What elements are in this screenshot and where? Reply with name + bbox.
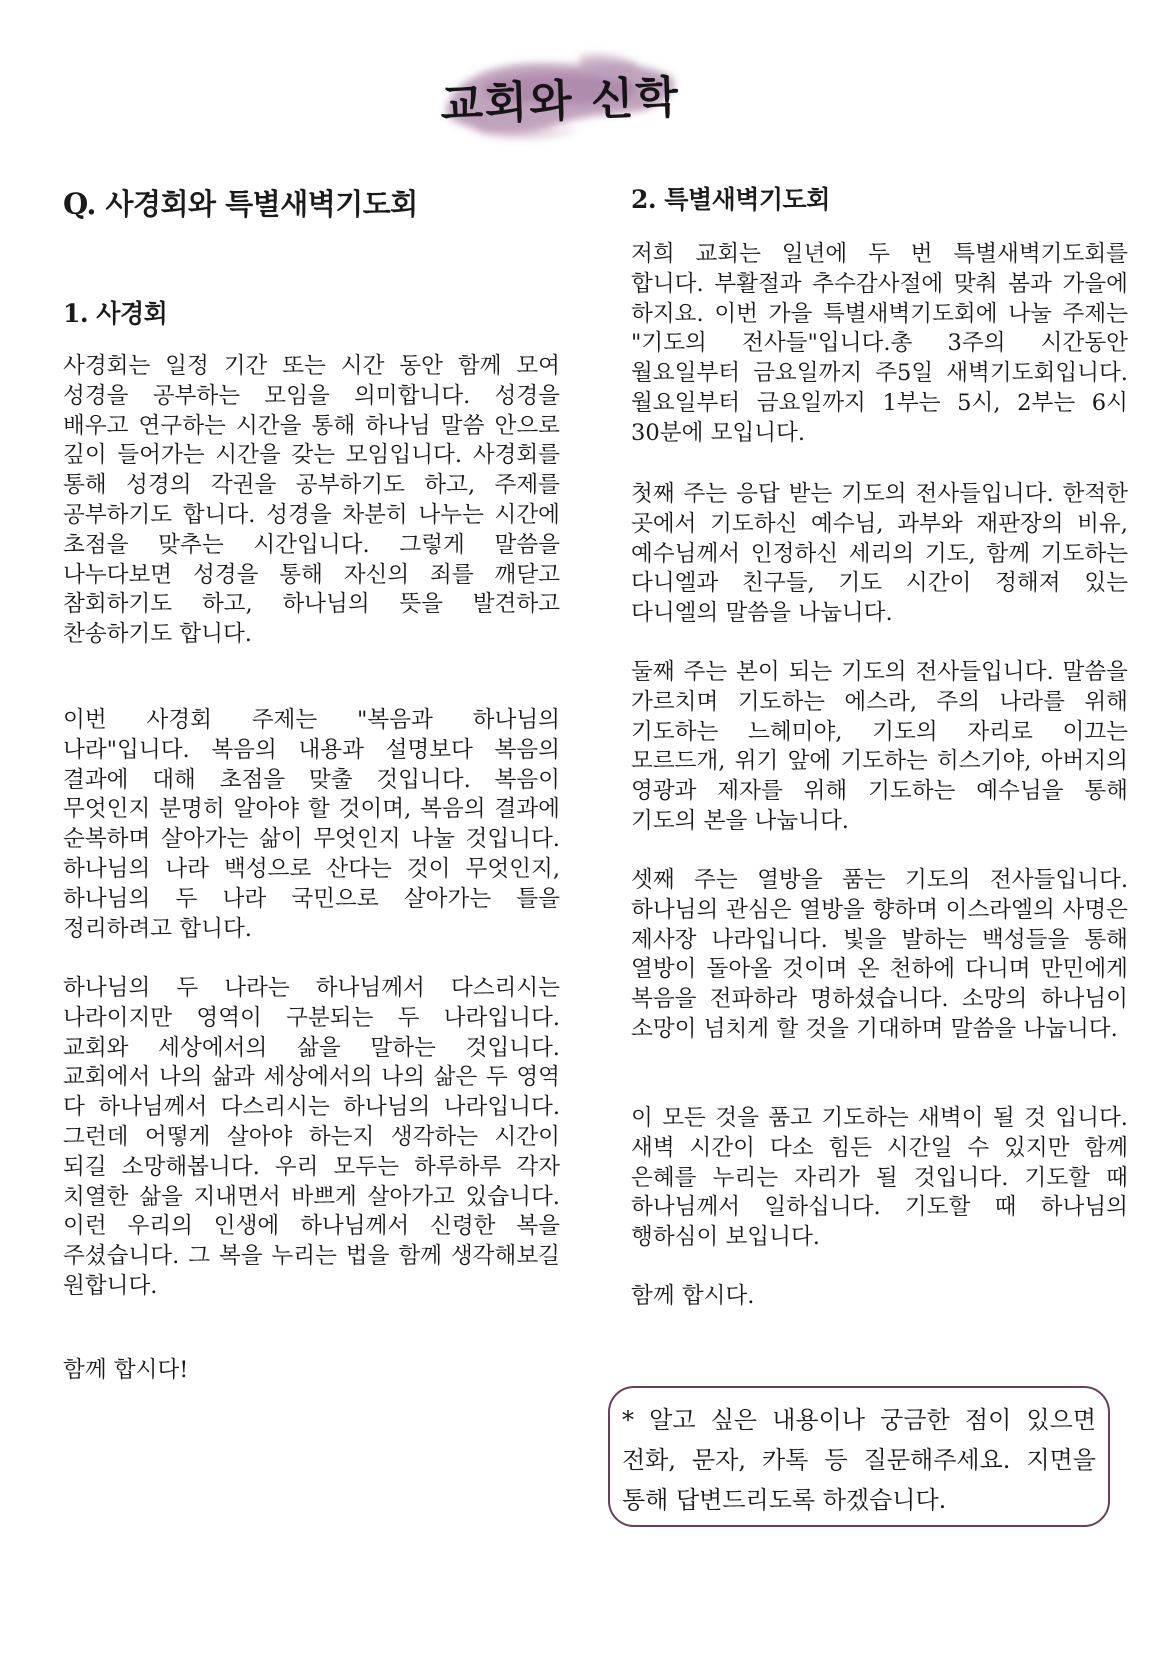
section-heading-dawn-prayer: 2. 특별새벽기도회	[631, 185, 830, 214]
header-logo	[430, 42, 690, 152]
notice-text: * 알고 싶은 내용이나 궁금한 점이 있으면 전화, 문자, 카톡 등 질문해주세요. 지면을 통해 답변드리도록 하겠습니다.	[622, 1406, 1096, 1514]
paragraph-dawn-summary: 이 모든 것을 품고 기도하는 새벽이 될 것 입니다. 새벽 시간이 다소 힘든 시간일 수 있지만 함께 은혜를 누리는 자리가 될 것입니다. 기도할 때 하나님께서 일하십니다. 기도할 때 하나님의 행하심이 보입니다.	[631, 1105, 1128, 1251]
logo-title: 교회와 신학	[439, 71, 681, 132]
paragraph-dawn-prayer-intro: 저희 교회는 일년에 두 번 특별새벽기도회를 합니다. 부활절과 추수감사절에 맞춰 봄과 가을에 하지요. 이번 가을 특별새벽기도회에 나눌 주제는 "기도의 전사들"입니다.총 3주의 시간동안 월요일부터 금요일까지 주5일 새벽기도회입니다. 월요일부터 금요일까지 1부는 5시, 2부는 6시 30분에 모입니다.	[631, 241, 1128, 446]
paragraph-bible-study-theme: 이번 사경회 주제는 "복음과 하나님의 나라"입니다. 복음의 내용과 설명보다 복음의 결과에 대해 초점을 맞출 것입니다. 복음이 무엇인지 분명히 알아야 할 것이며, 복음의 결과에 순복하며 살아가는 삶이 무엇인지 나눌 것입니다. 하나님의 나라 백성으로 산다는 것이 무엇인지, 하나님의 두 나라 국민으로 살아가는 틀을 정리하려고 합니다.	[63, 707, 560, 942]
paragraph-week-one: 첫째 주는 응답 받는 기도의 전사들입니다. 한적한 곳에서 기도하신 예수님, 과부와 재판장의 비유, 예수님께서 인정하신 세리의 기도, 함께 기도하는 다니엘과 친구들, 기도 시간이 정해져 있는 다니엘의 말씀을 나눕니다.	[631, 481, 1128, 627]
paragraph-week-three: 셋째 주는 열방을 품는 기도의 전사들입니다. 하나님의 관심은 열방을 향하며 이스라엘의 사명은 제사장 나라입니다. 빛을 발하는 백성들을 통해 열방이 돌아올 것이며 온 천하에 다니며 만민에게 복음을 전파하라 명하셨습니다. 소망의 하나님이 소망이 넘치게 할 것을 기대하며 말씀을 나눕니다.	[631, 867, 1128, 1042]
paragraph-week-two: 둘째 주는 본이 되는 기도의 전사들입니다. 말씀을 가르치며 기도하는 에스라, 주의 나라를 위해 기도하는 느헤미야, 기도의 자리로 이끄는 모르드개, 위기 앞에 기도하는 히스기야, 아버지의 영광과 제자를 위해 기도하는 예수님을 통해 기도의 본을 나눕니다.	[631, 659, 1128, 834]
paragraph-closing-right: 함께 합시다.	[631, 1283, 755, 1309]
paragraph-bible-study-intro: 사경회는 일정 기간 또는 시간 동안 함께 모여 성경을 공부하는 모임을 의미합니다. 성경을 배우고 연구하는 시간을 통해 하나님 말씀 안으로 깊이 들어가는 시간을 갖는 모임입니다. 사경회를 통해 성경의 각권을 공부하기도 하고, 주제를 공부하기도 합니다. 성경을 차분히 나누는 시간에 초점을 맞추는 시간입니다. 그렇게 말씀을 나누다보면 성경을 통해 자신의 죄를 깨닫고 참회하기도 하고, 하나님의 뜻을 발견하고 찬송하기도 합니다.	[63, 353, 560, 648]
paragraph-closing-left: 함께 합시다!	[63, 1357, 189, 1383]
question-notice-box	[608, 1386, 1110, 1527]
question-title: Q. 사경회와 특별새벽기도회	[63, 187, 418, 221]
section-heading-bible-study: 1. 사경회	[63, 299, 168, 328]
paragraph-two-kingdoms: 하나님의 두 나라는 하나님께서 다스리시는 나라이지만 영역이 구분되는 두 나라입니다. 교회와 세상에서의 삶을 말하는 것입니다. 교회에서 나의 삶과 세상에서의 나의 삶은 두 영역 다 하나님께서 다스리시는 하나님의 나라입니다. 그런데 어떻게 살아야 하는지 생각하는 시간이 되길 소망해봅니다. 우리 모두는 하루하루 각자 치열한 삶을 지내면서 바쁘게 살아가고 있습니다. 이런 우리의 인생에 하나님께서 신령한 복을 주셨습니다. 그 복을 누리는 법을 함께 생각해보길 원합니다.	[63, 975, 560, 1299]
